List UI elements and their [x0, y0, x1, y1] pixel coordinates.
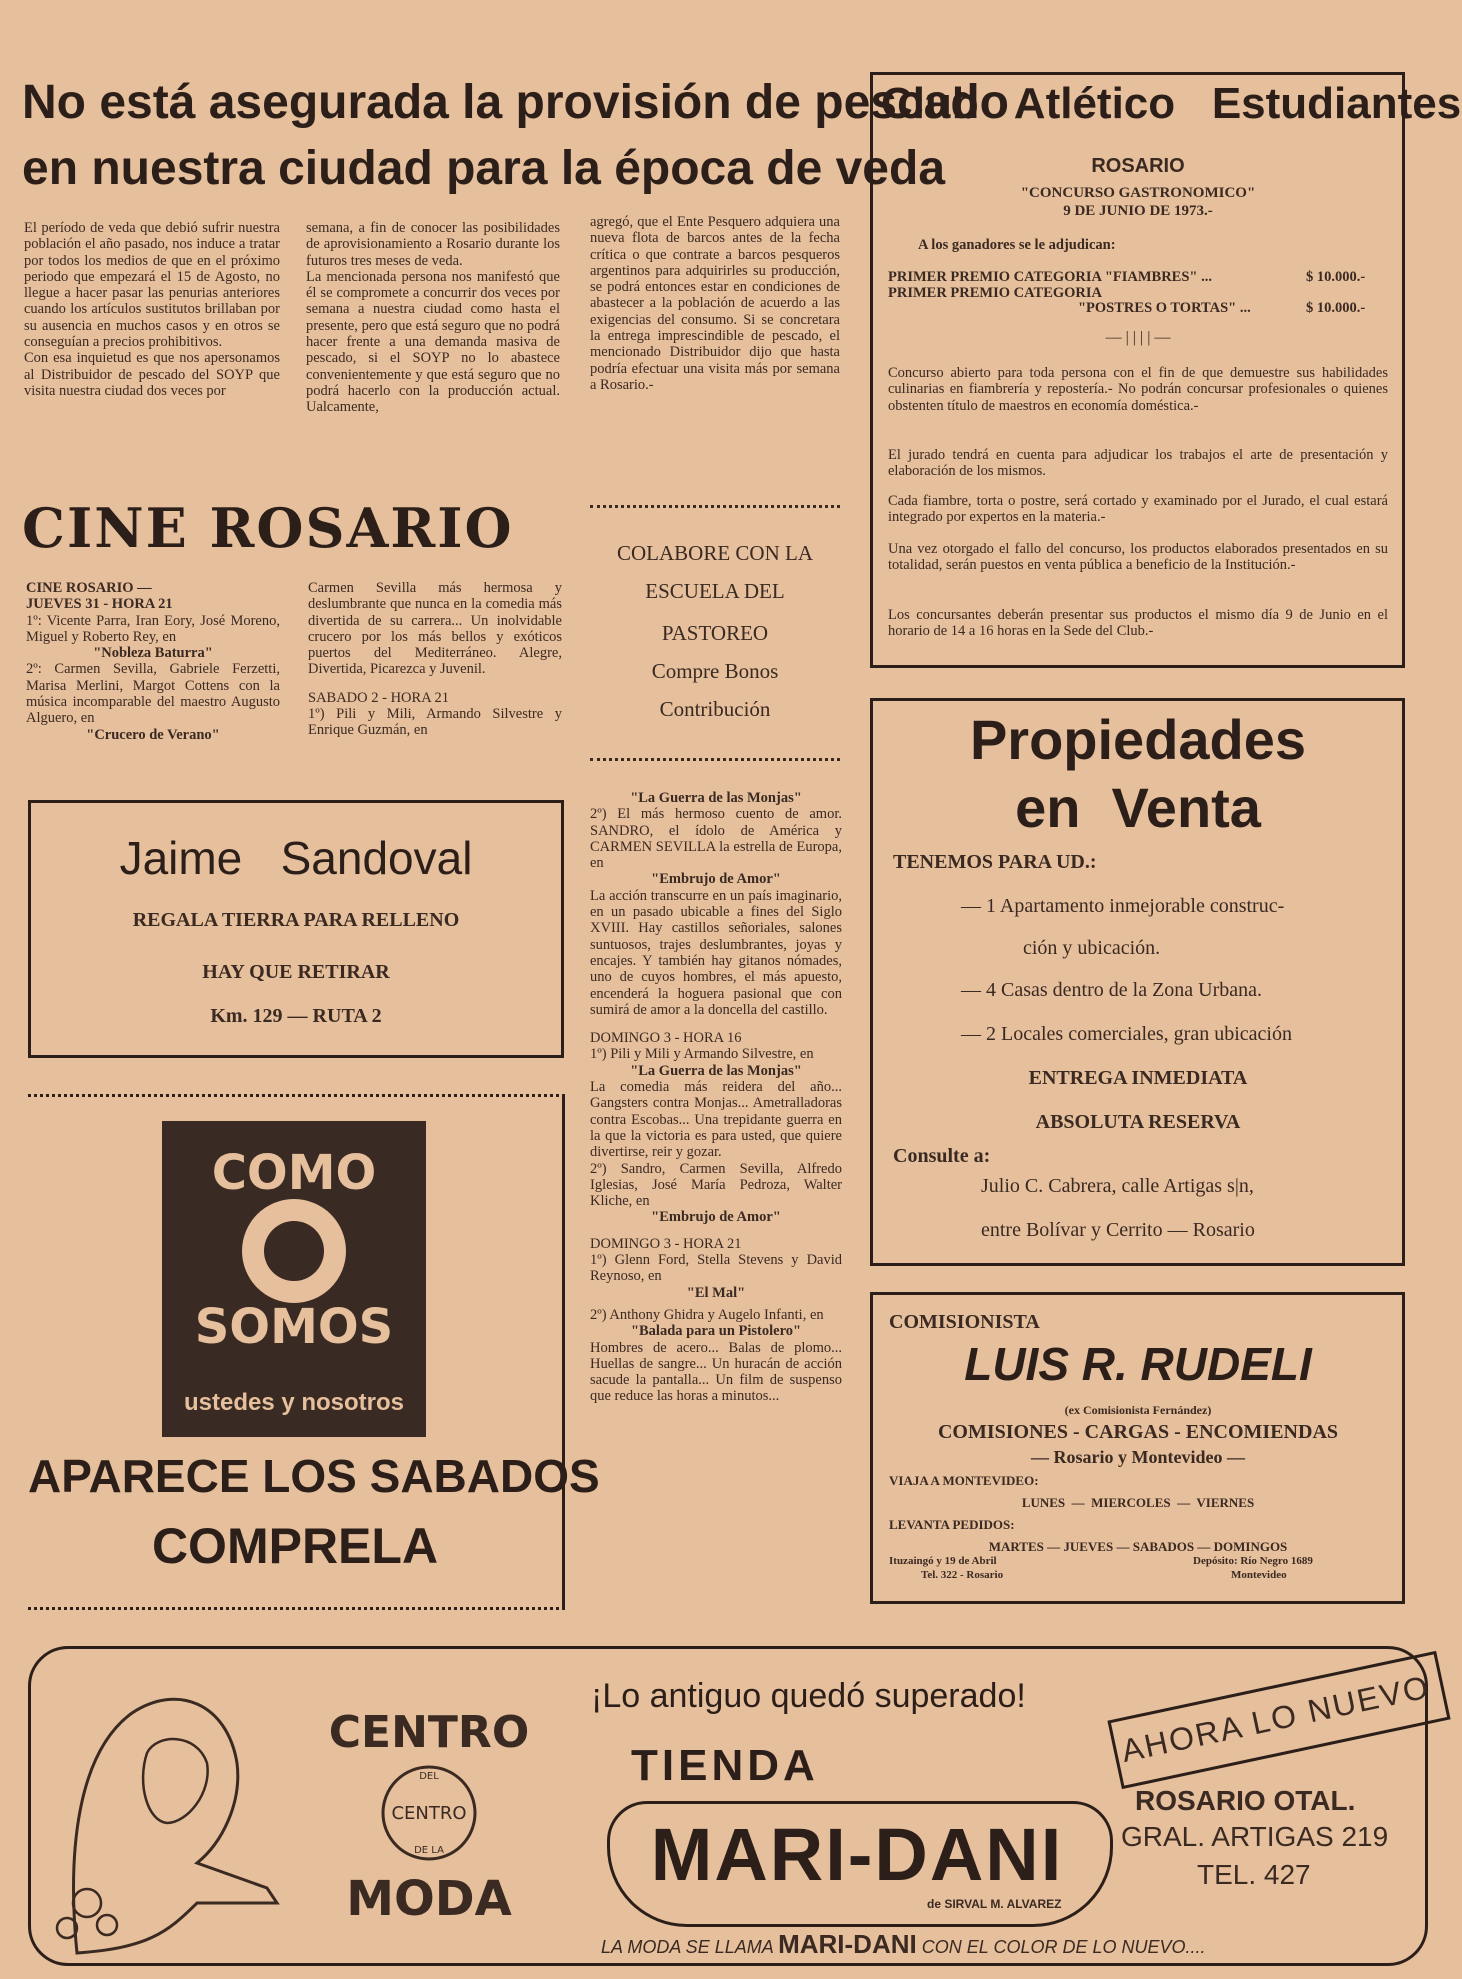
club-p1: Concurso abierto para toda persona con el fin de que demuestre sus habilidades culinarias en fiambrería y repostería.- No podrán concursar profesionales o quienes obstenten título de maestros en economía doméstica.-	[888, 365, 1388, 414]
centro-seal-icon	[309, 1693, 549, 1933]
club-separator: — | | | | —	[1105, 329, 1171, 346]
centro-seal	[309, 1693, 549, 1933]
comosomos-l1: APARECE LOS SABADOS	[28, 1450, 600, 1502]
cine-head-2: JUEVES 31 - HORA 21	[26, 596, 173, 613]
propiedades-item-1a: — 1 Apartamento inmejorable construc-	[961, 895, 1285, 917]
sandoval-l3: Km. 129 — RUTA 2	[210, 1005, 382, 1027]
centro-small-2: CENTRO	[391, 1803, 467, 1824]
cine-col-2	[308, 580, 562, 739]
propiedades-e2: ABSOLUTA RESERVA	[1035, 1111, 1241, 1133]
cine-col-1	[26, 580, 280, 743]
cine-c3o: "Balada para un Pistolero"	[630, 1323, 802, 1340]
centro-bottom: MODA	[346, 1871, 512, 1927]
escuela-ad	[590, 534, 840, 728]
propiedades-c2: entre Bolívar y Cerrito — Rosario	[981, 1219, 1255, 1241]
pescado-headline-1: No está asegurada la provisión de pescado	[22, 76, 1009, 129]
centro-small-1: DEL	[419, 1771, 439, 1782]
pescado-col-3: agregó, que el Ente Pesquero adquiera una nueva flota de barcos antes de la fecha crítica o que contrate a barcos pesqueros argentinos para adquirirles su producción, se podrá entonces estar en condiciones de abastecer a la población de acuerdo a las exigencias del consumo. Si se concretara la entrega imprescindible de pescado, el mencionado Distribuidor dijo que hasta podría efectuar una visita más por semana a Rosario.-	[590, 214, 840, 393]
maridani-ahora-box	[1107, 1651, 1450, 1789]
divider	[590, 758, 840, 761]
rudeli-pickup-days: MARTES — JUEVES — SABADOS — DOMINGOS	[988, 1539, 1288, 1554]
cine-c3f: 1º) Pili y Mili y Armando Silvestre, en	[590, 1046, 814, 1063]
rudeli-route: — Rosario y Montevideo —	[1031, 1447, 1245, 1467]
rudeli-addr-r1: Depósito: Río Negro 1689	[1193, 1555, 1313, 1567]
rudeli-pickup: LEVANTA PEDIDOS:	[889, 1517, 1015, 1532]
cine-c3n: 2º) Anthony Ghidra y Augelo Infanti, en	[590, 1306, 824, 1323]
maridani-owner: de SIRVAL M. ALVAREZ	[927, 1897, 1062, 1911]
centro-top: CENTRO	[328, 1707, 530, 1758]
sandoval-name: Jaime Sandoval	[119, 832, 473, 884]
comosomos-ad	[28, 1094, 600, 1610]
maridani-brand: MARI-DANI	[650, 1813, 1064, 1896]
maridani-tienda: TIENDA	[631, 1741, 819, 1790]
club-intro: A los ganadores se le adjudican:	[918, 237, 1116, 253]
divider	[590, 505, 840, 508]
comosomos-logo	[162, 1121, 426, 1437]
propiedades-e1: ENTREGA INMEDIATA	[1028, 1067, 1248, 1089]
cine-c3i: 2º) Sandro, Carmen Sevilla, Alfredo Iglesias, José María Pedroza, Walter Kliche, en	[590, 1160, 842, 1210]
maridani-addr-2: GRAL. ARTIGAS 219	[1121, 1821, 1389, 1852]
cine-c3h: La comedia más reidera del año... Gangsters contra Monjas... Ametralladoras contra Escobas... Una trepidante guerra en la que la victoria es para usted, que quiere divertirse, reir y gozar.	[590, 1079, 842, 1161]
comosomos-logo-top: COMO	[211, 1145, 377, 1201]
comosomos-logo-bottom: ustedes y nosotros	[183, 1389, 405, 1416]
sandoval-l2: HAY QUE RETIRAR	[202, 961, 390, 983]
rudeli-ex: (ex Comisionista Fernández)	[1064, 1403, 1212, 1417]
cine-c3d: La acción transcurre en un país imaginario, en un pasado ubicable a fines del Siglo XVIII. Hay castillos señoriales, salones suntuosos, trajes deslumbrantes, joyas y encajes. Y también hay gitanos nómades, uno de cuyos hombres, el más apuesto, encenderá la hoguera pasional que con sumirá de amor a la doncella del castillo.	[590, 887, 842, 1018]
rudeli-travel: VIAJA A MONTEVIDEO:	[889, 1473, 1039, 1488]
club-date: 9 DE JUNIO DE 1973.-	[1063, 203, 1213, 219]
rudeli-travel-days: LUNES — MIERCOLES — VIERNES	[1021, 1495, 1255, 1510]
cine-c3c: "Embrujo de Amor"	[651, 871, 781, 888]
sandoval-l1: REGALA TIERRA PARA RELLENO	[132, 909, 460, 931]
cine-c1a: 1º: Vicente Parra, Iran Eory, José Moreno, Miguel y Roberto Rey, en	[26, 612, 280, 645]
cine-c3b: 2º) El más hermoso cuento de amor. SANDRO, el ídolo de América y CARMEN SEVILLA la estrella de Europa, en	[590, 806, 842, 872]
rudeli-addr-r2: Montevideo	[1231, 1569, 1287, 1581]
propiedades-title-2: en Venta	[1015, 776, 1261, 839]
maridani-slogan-b: MARI-DANI	[778, 1929, 917, 1959]
club-city: ROSARIO	[1091, 155, 1185, 177]
cine-c1b: "Nobleza Baturra"	[93, 645, 213, 662]
club-p2: El jurado tendrá en cuenta para adjudicar los trabajos el arte de presentación y elaboración de los mismos.	[888, 447, 1388, 480]
propiedades-lead: TENEMOS PARA UD.:	[893, 851, 1097, 873]
club-title: Club Atlético Estudiantes	[881, 79, 1462, 128]
escuela-l4: Compre Bonos	[651, 659, 779, 683]
sandoval-ad	[28, 800, 564, 1058]
centro-small-3: DE LA	[414, 1845, 444, 1856]
club-prize1-label: PRIMER PREMIO CATEGORIA "FIAMBRES" ...	[888, 269, 1212, 285]
propiedades-item-1b: ción y ubicación.	[1023, 937, 1161, 959]
cine-c2c: 1º) Pili y Mili, Armando Silvestre y Enrique Guzmán, en	[308, 706, 562, 739]
rudeli-role: COMISIONISTA	[889, 1311, 1040, 1333]
propiedades-ad	[870, 698, 1405, 1266]
rudeli-addr-l2: Tel. 322 - Rosario	[921, 1569, 1004, 1581]
pescado-col-2: semana, a fin de conocer las posibilidades de aprovisionamiento a Rosario durante los futuros tres meses de veda. La mencionada persona nos manifestó que él se compromete a concurrir dos veces por semana a nuestra ciudad como hasta el presente, pero que está seguro que no podrá hacer frente a una demanda masiva de pescado, si el SOYP no lo abastece convenientemente y que está seguro que no podrá hacerlo con la producción actual. Ualcamente,	[306, 220, 560, 416]
propiedades-title-1: Propiedades	[969, 708, 1307, 771]
maridani-slogan	[601, 1929, 1206, 1960]
cine-c3e: DOMINGO 3 - HORA 16	[590, 1030, 742, 1047]
cine-c1d: "Crucero de Verano"	[86, 726, 220, 743]
escuela-l5: Contribución	[659, 697, 771, 721]
comosomos-sun-icon	[162, 1121, 426, 1381]
club-prize2-amount: $ 10.000.-	[1306, 300, 1366, 316]
comosomos-logo-mid: SOMOS	[194, 1299, 394, 1355]
escuela-l1: COLABORE CON LA	[616, 541, 813, 565]
comosomos-l2: COMPRELA	[151, 1518, 439, 1574]
rudeli-ad	[870, 1292, 1405, 1604]
cine-col-3	[590, 790, 842, 1405]
rudeli-name: LUIS R. RUDELI	[964, 1338, 1312, 1390]
maridani-addr-1: ROSARIO OTAL.	[1135, 1785, 1356, 1816]
maridani-ahora: AHORA LO NUEVO	[1118, 1668, 1434, 1769]
propiedades-c1: Julio C. Cabrera, calle Artigas s|n,	[981, 1175, 1254, 1197]
cine-c3l: 1º) Glenn Ford, Stella Stevens y David Reynoso, en	[590, 1252, 842, 1285]
cine-c3j: "Embrujo de Amor"	[651, 1209, 781, 1226]
cine-c1c: 2º: Carmen Sevilla, Gabriele Ferzetti, Marisa Merlini, Margot Cottens con la música incomparable del maestro Augusto Alguero, en	[26, 661, 280, 727]
club-p3: Cada fiambre, torta o postre, será cortado y examinado por el Jurado, el cual estará integrado por expertos en la materia.-	[888, 493, 1388, 526]
club-ad	[870, 72, 1462, 668]
rudeli-services: COMISIONES - CARGAS - ENCOMIENDAS	[937, 1421, 1339, 1443]
club-p5: Los concursantes deberán presentar sus productos el mismo día 9 de Junio en el horario de 14 a 16 horas en la Sede del Club.-	[888, 607, 1388, 640]
cine-c3m: "El Mal"	[686, 1284, 746, 1301]
escuela-l2: ESCUELA DEL	[645, 579, 785, 603]
maridani-ad	[28, 1646, 1434, 1966]
cine-c3p: Hombres de acero... Balas de plomo... Huellas de sangre... Un huracán de acción sacude la pantalla... Un film de suspenso que reduce las horas a minutos...	[590, 1339, 842, 1405]
club-p4: Una vez otorgado el fallo del concurso, los productos elaborados presentados en su totalidad, serán puestos en venta pública a beneficio de la Institución.-	[888, 541, 1388, 574]
maridani-slogan-a: LA MODA SE LLAMA	[601, 1937, 774, 1957]
cine-c2b: SABADO 2 - HORA 21	[308, 689, 449, 706]
cine-c2a: Carmen Sevilla más hermosa y deslumbrante que nunca en la comedia más divertida de su carrera... Un inolvidable crucero por los más bellos y exóticos puertos del Mediterráneo. Alegre, Divertida, Picarezca y Juvenil.	[308, 580, 562, 678]
club-prize1-amount: $ 10.000.-	[1306, 269, 1366, 285]
cine-head-1: CINE ROSARIO —	[26, 580, 152, 596]
pescado-col-1: El período de veda que debió sufrir nuestra población el año pasado, nos induce a tratar por todos los medios de que en el próximo periodo que empezará el 15 de Agosto, no llegue a hacer pasar las penurias anteriores cuando los artículos sustitutos brillaban por su ausencia en muchos casos y en otros se conseguían a precios prohibitivos. Con esa inquietud es que nos apersonamos al Distribuidor de pescado del SOYP que visita nuestra ciudad dos veces por	[24, 220, 280, 399]
girl-illustration	[37, 1653, 307, 1963]
club-prize2-label-a: PRIMER PREMIO CATEGORIA	[888, 285, 1103, 301]
club-contest: "CONCURSO GASTRONOMICO"	[1020, 185, 1256, 201]
cine-c3a: "La Guerra de las Monjas"	[630, 790, 802, 806]
club-prize2-label-b: "POSTRES O TORTAS" ...	[1078, 300, 1251, 316]
cine-title: CINE ROSARIO	[22, 496, 514, 560]
maridani-addr-3: TEL. 427	[1197, 1859, 1311, 1890]
escuela-l3: PASTOREO	[661, 621, 769, 645]
cine-c3g: "La Guerra de las Monjas"	[630, 1062, 802, 1079]
rudeli-addr-l1: Ituzaingó y 19 de Abril	[889, 1555, 997, 1567]
propiedades-item-3: — 2 Locales comerciales, gran ubicación	[961, 1023, 1292, 1045]
propiedades-item-2: — 4 Casas dentro de la Zona Urbana.	[961, 979, 1263, 1001]
cine-c3k: DOMINGO 3 - HORA 21	[590, 1235, 742, 1252]
pescado-headline-2: en nuestra ciudad para la época de veda	[22, 142, 946, 195]
maridani-slogan-c: CON EL COLOR DE LO NUEVO....	[921, 1937, 1206, 1957]
maridani-tag: ¡Lo antiguo quedó superado!	[591, 1677, 1026, 1715]
propiedades-consult: Consulte a:	[893, 1145, 991, 1167]
